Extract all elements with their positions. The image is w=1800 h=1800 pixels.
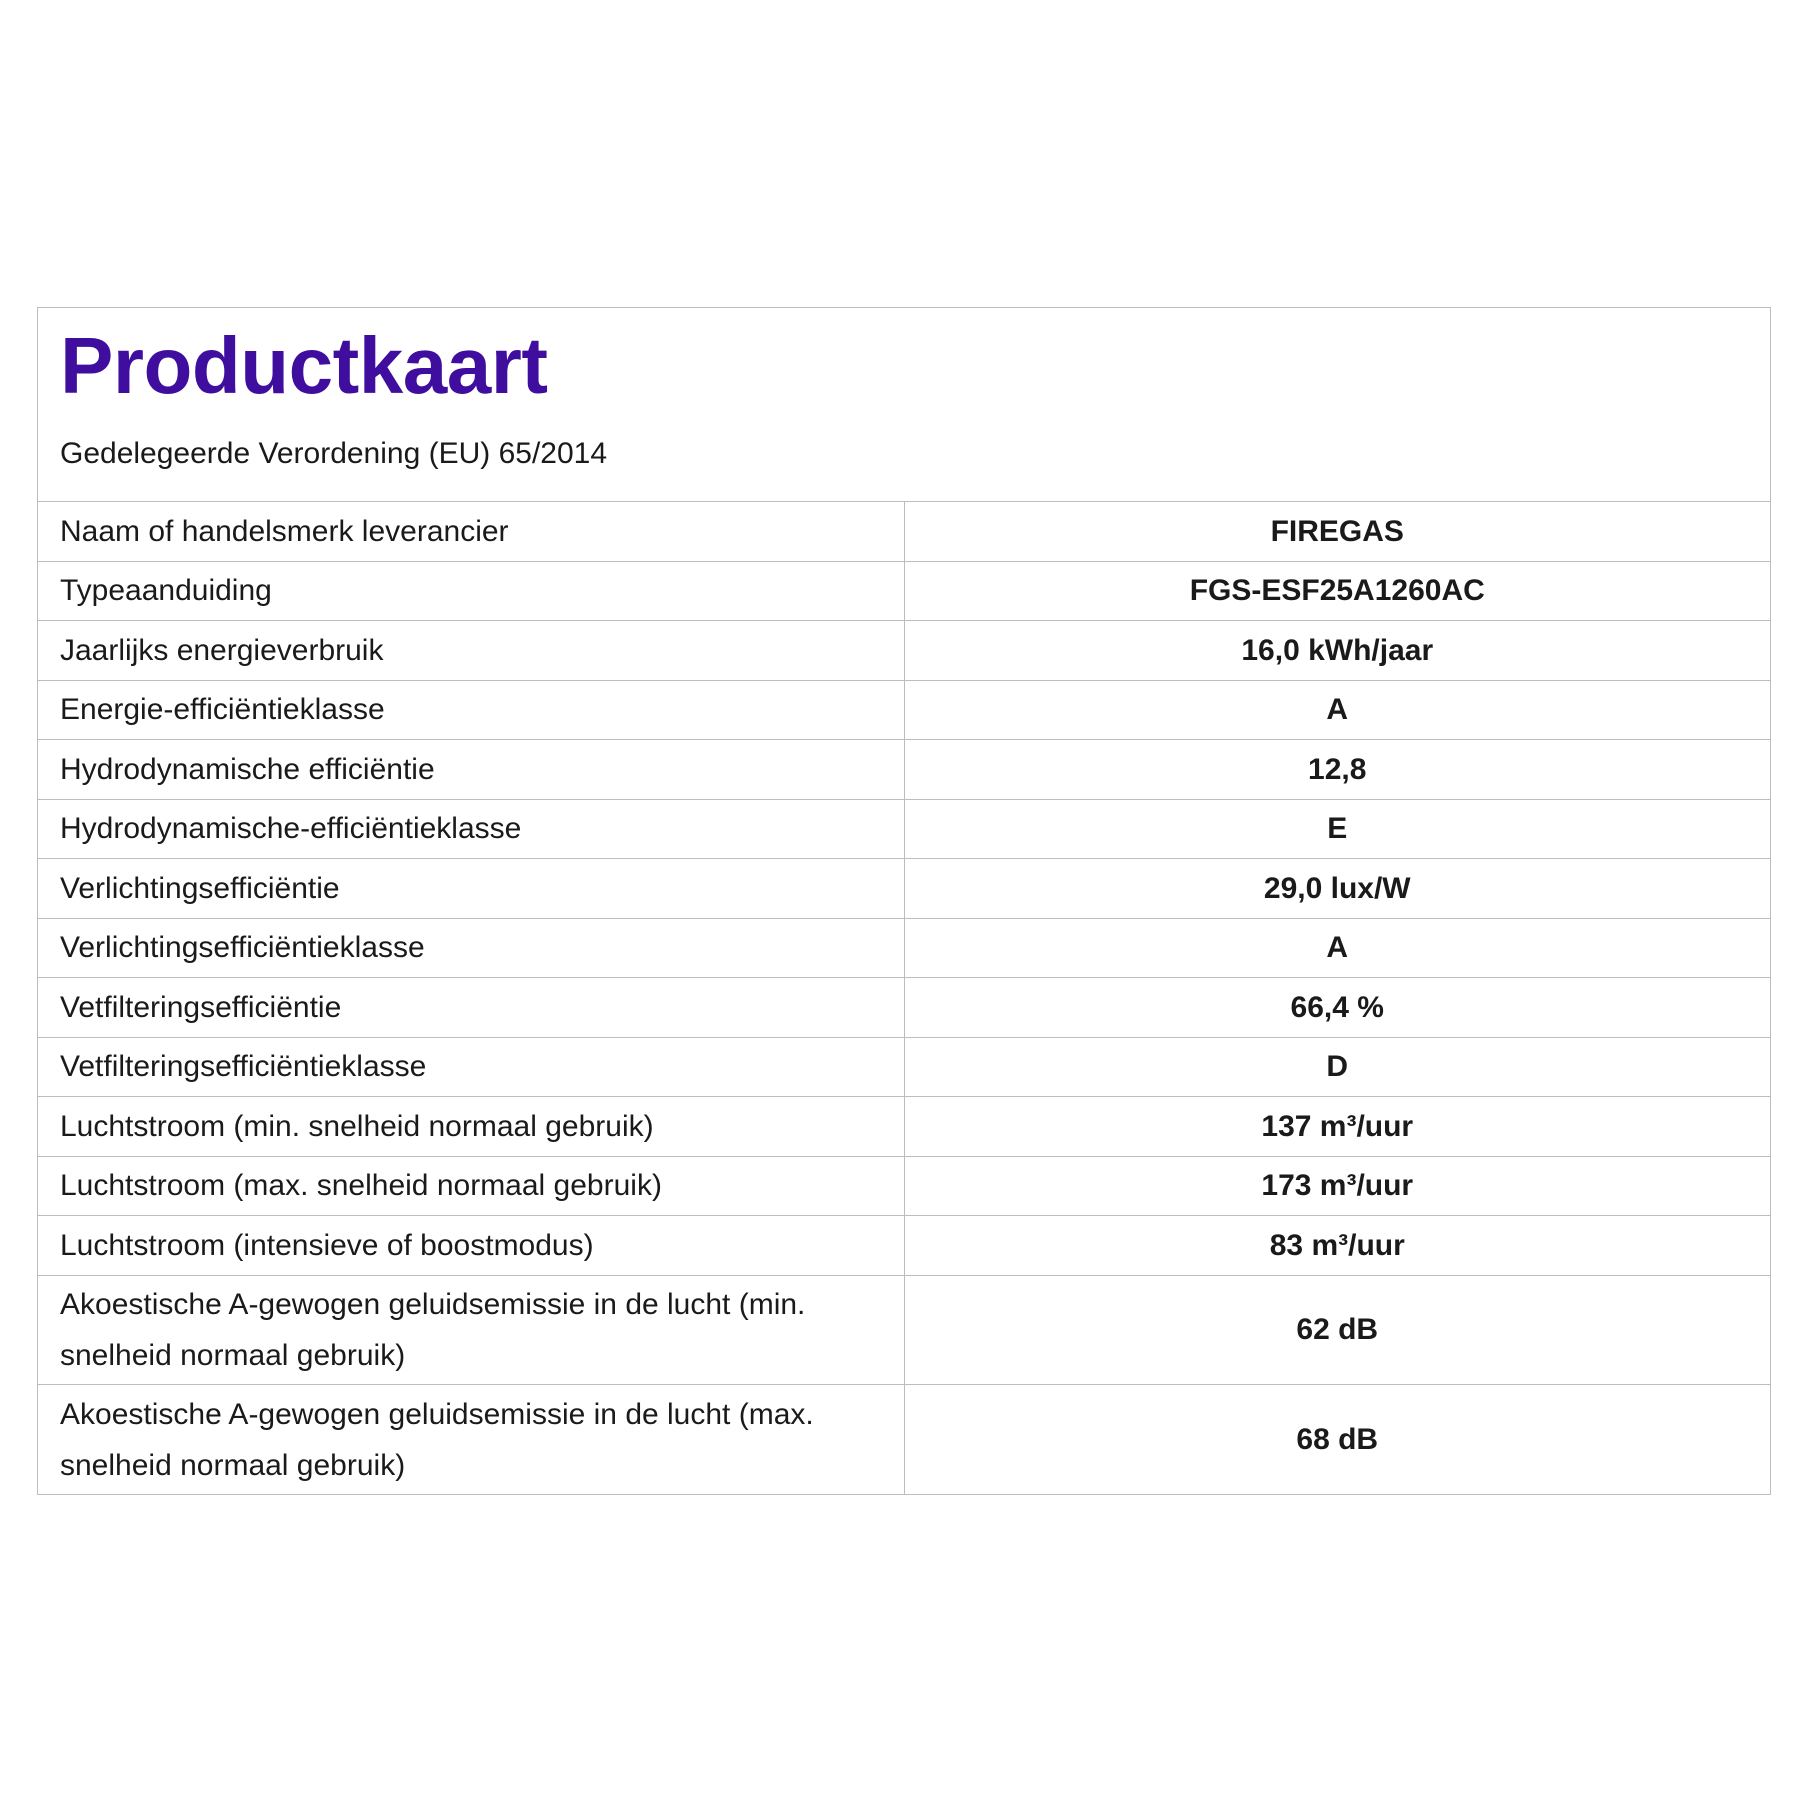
table-row [38,740,1770,800]
table-row [38,1097,1770,1157]
row-label: Hydrodynamische efficiëntie [38,740,904,800]
row-value: D [904,1037,1770,1097]
regulation-subtitle: Gedelegeerde Verordening (EU) 65/2014 [60,437,608,470]
table-row [38,799,1770,859]
row-value: 62 dB [904,1275,1770,1385]
table-row [38,918,1770,978]
card-header [38,308,1770,502]
row-label: Verlichtingsefficiëntieklasse [38,918,904,978]
row-label: Hydrodynamische-efficiëntieklasse [38,799,904,859]
row-value: FGS-ESF25A1260AC [904,561,1770,621]
row-value: 137 m³/uur [904,1097,1770,1157]
table-row [38,502,1770,561]
row-label: Vetfilteringsefficiëntie [38,978,904,1038]
row-label: Energie-efficiëntieklasse [38,680,904,740]
row-value: 173 m³/uur [904,1156,1770,1216]
row-value: A [904,680,1770,740]
row-value: 66,4 % [904,978,1770,1038]
product-card [37,307,1771,1495]
table-row [38,621,1770,681]
row-label: Jaarlijks energieverbruik [38,621,904,681]
row-value: E [904,799,1770,859]
product-specs-table [38,502,1770,1494]
row-label: Luchtstroom (max. snelheid normaal gebruik) [38,1156,904,1216]
row-label: Verlichtingsefficiëntie [38,859,904,919]
row-value: FIREGAS [904,502,1770,561]
row-label: Typeaanduiding [38,561,904,621]
table-row [38,1275,1770,1385]
row-value: 83 m³/uur [904,1216,1770,1276]
row-label: Luchtstroom (intensieve of boostmodus) [38,1216,904,1276]
row-label: Luchtstroom (min. snelheid normaal gebruik) [38,1097,904,1157]
row-label: Vetfilteringsefficiëntieklasse [38,1037,904,1097]
table-row [38,1385,1770,1495]
table-row [38,1156,1770,1216]
row-label: Naam of handelsmerk leverancier [38,502,904,561]
table-row [38,859,1770,919]
row-label: Akoestische A-gewogen geluidsemissie in de lucht (max. snelheid normaal gebruik) [38,1385,904,1495]
row-value: 29,0 lux/W [904,859,1770,919]
row-value: A [904,918,1770,978]
page-title: Productkaart [60,321,548,410]
row-value: 16,0 kWh/jaar [904,621,1770,681]
table-row [38,1037,1770,1097]
row-value: 68 dB [1296,1423,1379,1456]
table-row [38,1216,1770,1276]
table-row [38,680,1770,740]
row-label: Akoestische A-gewogen geluidsemissie in de lucht (min. snelheid normaal gebruik) [38,1275,904,1385]
row-value: 12,8 [904,740,1770,800]
table-row [38,561,1770,621]
table-row [38,978,1770,1038]
